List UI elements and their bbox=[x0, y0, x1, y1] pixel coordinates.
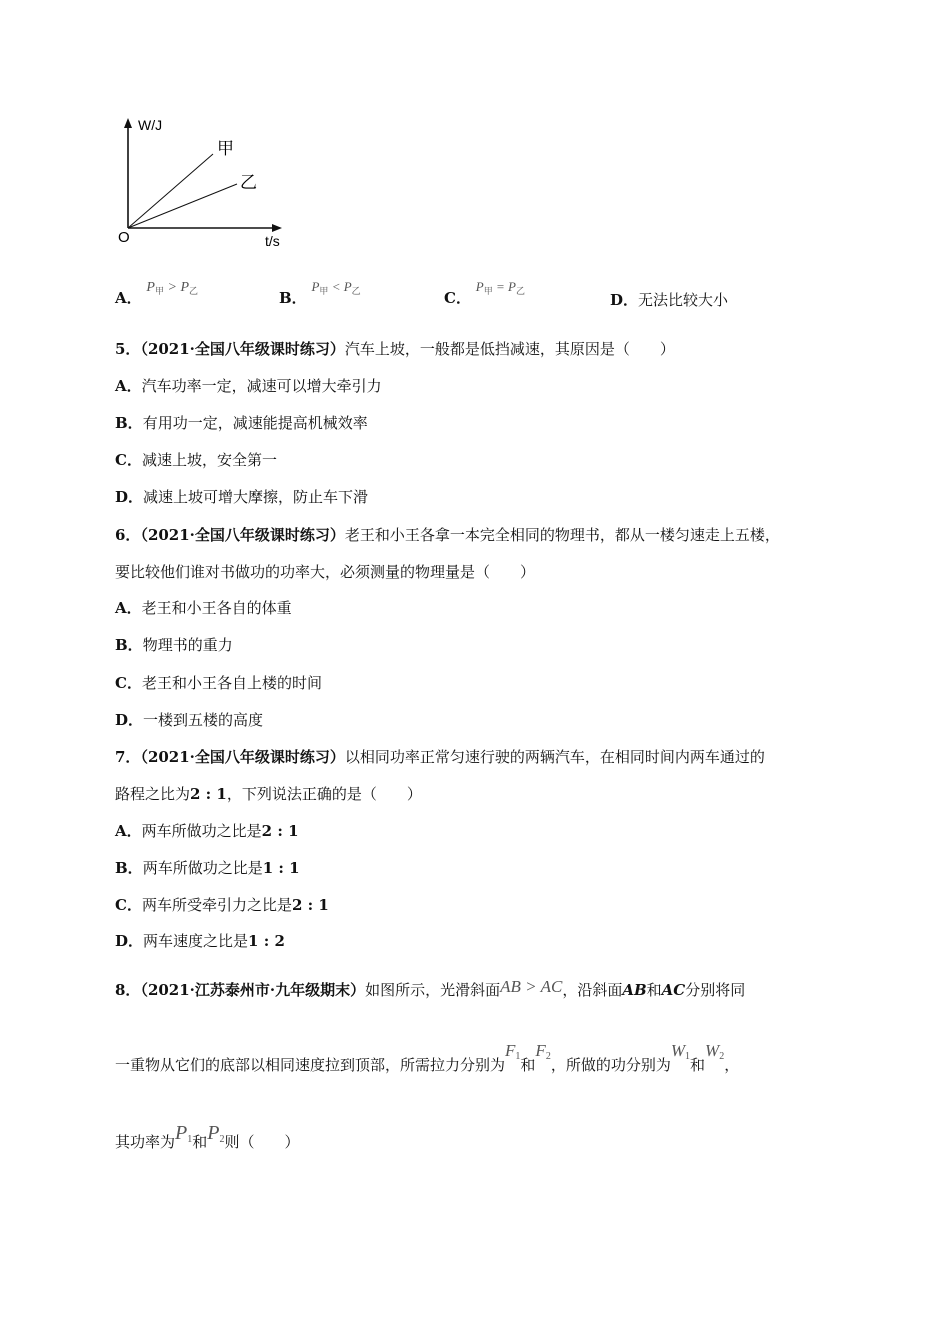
q8-p2: $P_2$ bbox=[207, 1122, 225, 1145]
q8-ab-gt-ac-formula: AB > AC bbox=[500, 977, 563, 996]
q4-option-a-formula: $P_甲 > P_乙$ bbox=[146, 280, 199, 296]
q5-source: （2021·全国八年级课时练习） bbox=[140, 340, 345, 358]
q7-option-c[interactable]: C．两车所受牵引力之比是2 : 1 bbox=[115, 896, 329, 914]
q7-option-d[interactable]: D．两车速度之比是1 : 2 bbox=[115, 932, 285, 950]
q7-option-a[interactable]: A．两车所做功之比是2 : 1 bbox=[115, 822, 299, 840]
q7-option-b[interactable]: B．两车所做功之比是1 : 1 bbox=[115, 859, 300, 877]
q8-source: （2021·江苏泰州市·九年级期末） bbox=[140, 981, 366, 999]
q4-option-c-formula: $P_甲 = P_乙$ bbox=[475, 279, 525, 296]
q8-w1: $W_1$ bbox=[670, 1041, 690, 1062]
q6-stem-line2: 要比较他们谁对书做功的功率大，必须测量的物理量是（ ） bbox=[115, 563, 536, 581]
q6-option-d[interactable]: D．一楼到五楼的高度 bbox=[115, 711, 264, 729]
q4-option-a-label: A． bbox=[115, 289, 142, 307]
origin-label: O bbox=[118, 229, 130, 246]
q8-f2: $F_2$ bbox=[535, 1041, 551, 1062]
q4-option-c-label: C． bbox=[444, 289, 471, 307]
q8-stem-line1: 8．（2021·江苏泰州市·九年级期末）如图所示，光滑斜面AB > AC，沿斜面AB和AC分别将同 bbox=[115, 977, 746, 999]
q4-option-b-formula: $P_甲 < P_乙$ bbox=[311, 279, 361, 296]
q7-stem-line2: 路程之比为2 : 1，下列说法正确的是（ ） bbox=[115, 785, 422, 803]
q6-option-c[interactable]: C．老王和小王各自上楼的时间 bbox=[115, 674, 322, 692]
line-jia-label: 甲 bbox=[217, 139, 234, 158]
q4-option-b-label: B． bbox=[279, 289, 307, 307]
y-axis-label: W/J bbox=[138, 117, 163, 133]
q5-option-a[interactable]: A．汽车功率一定，减速可以增大牵引力 bbox=[115, 377, 382, 395]
q8-f1: $F_1$ bbox=[505, 1041, 521, 1062]
q4-option-a[interactable] bbox=[115, 280, 199, 313]
q8-stem-line3: 其功率为$P_1$和$P_2$则（ ） bbox=[115, 1122, 300, 1151]
q4-option-d-label: D． bbox=[610, 291, 639, 309]
q7-source: （2021·全国八年级课时练习） bbox=[140, 748, 345, 766]
q8-w2: $W_2$ bbox=[705, 1041, 725, 1062]
q7-stem-line1: 7．（2021·全国八年级课时练习）以相同功率正常匀速行驶的两辆汽车，在相同时间内两车通过的 bbox=[115, 748, 765, 766]
q8-p1: $P_1$ bbox=[175, 1122, 193, 1145]
q6-option-a[interactable]: A．老王和小王各自的体重 bbox=[115, 599, 292, 617]
work-time-graph bbox=[110, 110, 310, 250]
line-jia bbox=[128, 154, 213, 228]
q6-stem-line1: 6．（2021·全国八年级课时练习）老王和小王各拿一本完全相同的物理书，都从一楼匀速走上五楼， bbox=[115, 526, 780, 544]
line-yi-label: 乙 bbox=[240, 173, 257, 192]
x-axis-arrow bbox=[272, 224, 282, 232]
q8-stem-line2: 一重物从它们的底部以相同速度拉到顶部，所需拉力分别为$F_1$和$F_2$，所做的功分别为$W_1$和$W_2$， bbox=[115, 1041, 740, 1074]
q4-option-c[interactable] bbox=[444, 279, 525, 313]
q5-stem-text: 汽车上坡，一般都是低挡减速，其原因是（ ） bbox=[344, 340, 675, 358]
x-axis-label: t/s bbox=[265, 233, 280, 249]
q5-option-d[interactable]: D．减速上坡可增大摩擦，防止车下滑 bbox=[115, 488, 369, 506]
line-yi bbox=[128, 184, 237, 228]
y-axis-arrow bbox=[124, 118, 132, 128]
q5-stem: 5．（2021·全国八年级课时练习）汽车上坡，一般都是低挡减速，其原因是（ ） bbox=[115, 340, 675, 358]
q4-option-d[interactable] bbox=[610, 290, 728, 310]
q6-option-b[interactable]: B．物理书的重力 bbox=[115, 636, 233, 654]
q6-source: （2021·全国八年级课时练习） bbox=[140, 526, 345, 544]
q4-option-b[interactable] bbox=[279, 279, 361, 313]
q5-option-b[interactable]: B．有用功一定，减速能提高机械效率 bbox=[115, 414, 368, 432]
q4-option-d-text: 无法比较大小 bbox=[638, 291, 729, 309]
q5-option-c[interactable]: C．减速上坡，安全第一 bbox=[115, 451, 277, 469]
